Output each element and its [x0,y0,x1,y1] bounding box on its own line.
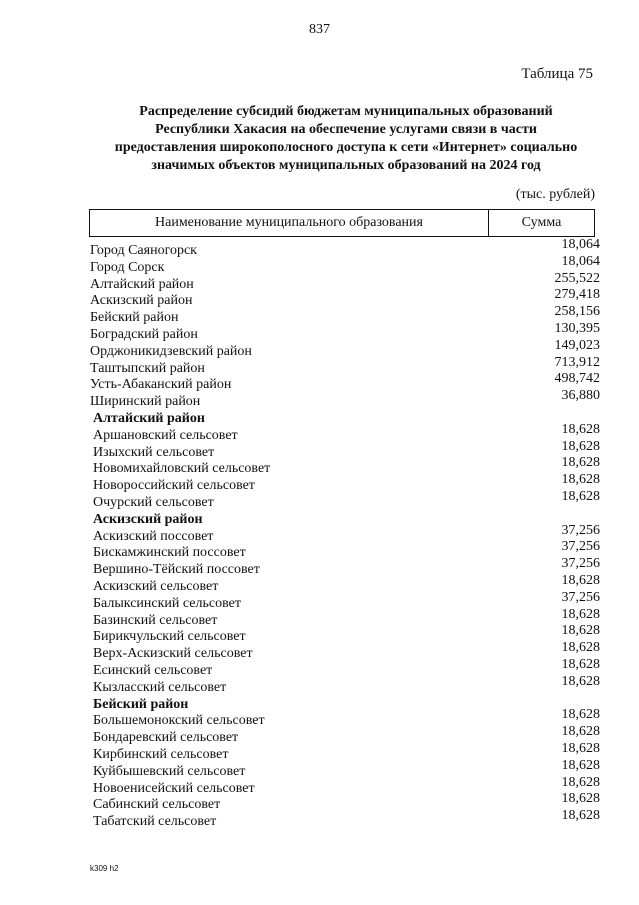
row-name: Боградский район [90,326,198,342]
table-row [90,253,600,275]
row-value: 37,256 [561,539,600,555]
table-row [90,522,600,544]
row-name: Алтайский район [90,276,194,292]
footer-code: k309 h2 [90,864,119,873]
row-value: 18,628 [561,673,600,689]
row-value: 36,880 [561,388,600,404]
table-row [90,304,600,326]
row-name: Куйбышевский сельсовет [93,763,246,779]
row-value: 18,628 [561,724,600,740]
row-value: 18,628 [561,438,600,454]
row-name: Бондаревский сельсовет [93,730,239,746]
table-row [90,438,600,460]
row-value: 498,742 [554,371,600,387]
row-name: Балыксинский сельсовет [93,595,241,611]
table-row [90,774,600,796]
row-name: Аскизский поссовет [93,528,214,544]
table-row [90,572,600,594]
row-name: Бейский район [93,696,189,712]
title-line: предоставления широкополосного доступа к сети «Интернет» социально [114,140,578,155]
table-label: Таблица 75 [521,66,593,82]
row-value: 18,628 [561,640,600,656]
row-value: 18,628 [561,623,600,639]
row-value: 18,628 [561,455,600,471]
row-name: Усть-Абаканский район [90,377,232,393]
table-row [90,539,600,561]
table-row [90,640,600,662]
row-value: 258,156 [554,304,600,320]
row-value: 18,064 [561,253,600,269]
row-name: Изыхский сельсовет [93,444,215,460]
title-line: Республики Хакасия на обеспечение услугами связи в части [155,122,537,137]
row-value: 713,912 [554,354,600,370]
row-value: 18,628 [561,488,600,504]
row-name: Город Сорск [90,259,165,275]
page-number: 837 [309,22,330,37]
table-row [90,656,600,678]
table-row [90,287,600,309]
table-row [90,791,600,813]
units-label: (тыс. рублей) [515,187,595,202]
row-value: 18,064 [561,237,600,252]
title-line: значимых объектов муниципальных образований на 2024 год [151,158,541,173]
row-name: Аскизский район [93,511,203,527]
row-name: Верх-Аскизский сельсовет [93,646,253,662]
table-row [90,421,600,443]
table-row [90,488,600,510]
table-row [90,320,600,342]
table-row [90,707,600,729]
row-name: Новоенисейский сельсовет [93,780,255,796]
group-heading-row [90,408,600,425]
row-name: Большемонокский сельсовет [93,713,265,729]
row-name: Новомихайловский сельсовет [93,461,271,477]
row-value: 18,628 [561,808,600,824]
table-row [90,388,600,410]
header-name: Наименование муниципального образования [90,210,489,236]
row-name: Аскизский район [90,293,193,309]
table-row [90,623,600,645]
row-name: Кирбинский сельсовет [93,746,229,762]
table-row [90,589,600,611]
row-name: Кызласский сельсовет [93,679,227,695]
row-value: 18,628 [561,656,600,672]
table-row [90,556,600,578]
row-name: Бейский район [90,310,179,326]
row-name: Город Саяногорск [90,243,197,258]
table-row [90,606,600,628]
row-name: Орджоникидзевский район [90,343,252,359]
row-name: Бирикчульский сельсовет [93,629,246,645]
row-name: Новороссийский сельсовет [93,478,255,494]
table-row [90,757,600,779]
table-row [90,472,600,494]
row-name: Базинский сельсовет [93,612,218,628]
table-row [90,724,600,746]
row-value: 37,256 [561,522,600,538]
table-row [90,237,600,258]
row-value: 18,628 [561,707,600,723]
header-sum: Сумма [521,215,562,230]
table-row [90,371,600,393]
table-row [90,455,600,477]
row-name: Алтайский район [93,410,205,426]
row-value: 18,628 [561,740,600,756]
table-row [90,270,600,292]
row-value: 18,628 [561,774,600,790]
row-value: 18,628 [561,572,600,588]
table-row [90,354,600,376]
table-row [90,337,600,359]
row-value: 18,628 [561,421,600,437]
row-value: 18,628 [561,791,600,807]
row-name: Есинский сельсовет [93,662,213,678]
row-value: 18,628 [561,757,600,773]
table-row [90,740,600,762]
row-value: 149,023 [554,337,600,353]
row-value: 37,256 [561,556,600,572]
row-value: 279,418 [554,287,600,303]
table-row [90,673,600,695]
row-value: 18,628 [561,472,600,488]
row-name: Вершино-Тёйский поссовет [93,562,260,578]
group-heading-row [90,509,600,526]
row-name: Ширинский район [90,394,201,410]
row-value: 255,522 [554,270,600,286]
document-title [86,103,606,175]
row-name: Бискамжинский поссовет [93,545,246,561]
row-value: 18,628 [561,606,600,622]
row-name: Сабинский сельсовет [93,797,221,813]
row-value: 37,256 [561,589,600,605]
table-body [90,237,600,830]
row-name: Аскизский сельсовет [93,578,219,594]
title-line: Распределение субсидий бюджетам муниципальных образований [139,104,553,119]
row-name: Очурский сельсовет [93,494,214,510]
row-name: Таштыпский район [90,360,205,376]
row-name: Табатский сельсовет [93,814,217,830]
table-header [89,209,595,237]
row-value: 130,395 [554,320,600,336]
row-name: Аршановский сельсовет [93,427,238,443]
table-row [90,808,600,830]
group-heading-row [90,694,600,711]
